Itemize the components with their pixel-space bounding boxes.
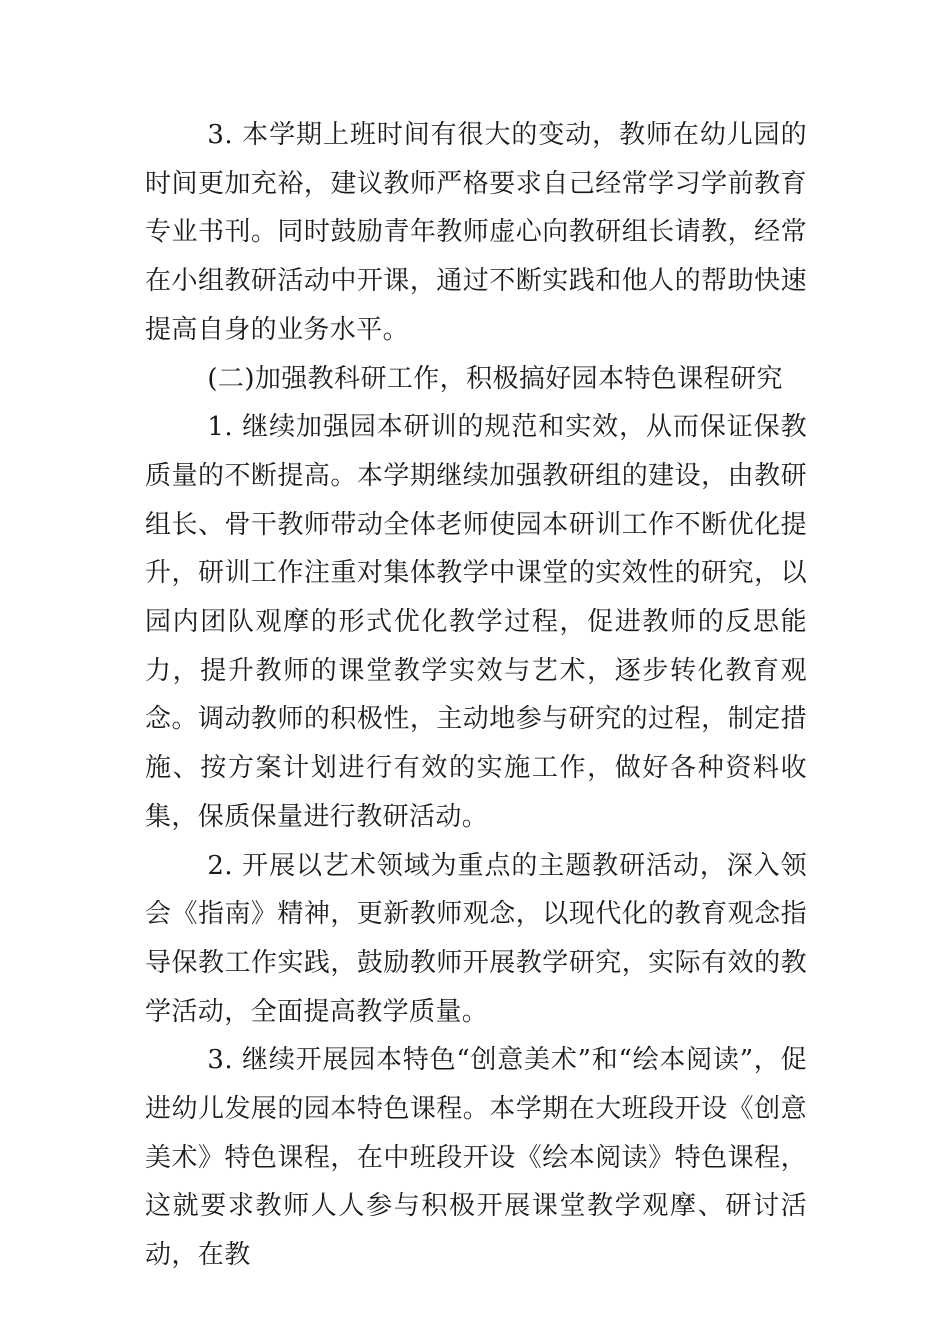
paragraph-feature-curriculum: 3. 继续开展园本特色“创意美术”和“绘本阅读”，促进幼儿发展的园本特色课程。本学期在大班段开设《创意美术》特色课程，在中班段开设《绘本阅读》特色课程，这就要求教师人人参与积极开展课堂教学观摩、研讨活动，在教 [145, 1045, 807, 1271]
document-page [145, 111, 807, 1280]
paragraph-art-activities: 2. 开展以艺术领域为重点的主题教研活动，深入领会《指南》精神，更新教师观念，以现代化的教育观念指导保教工作实践，鼓励教师开展教学研究，实际有效的教学活动，全面提高教学质量。 [145, 850, 807, 1027]
paragraph-research-training: 1. 继续加强园本研训的规范和实效，从而保证保教质量的不断提高。本学期继续加强教研组的建设，由教研组长、骨干教师带动全体老师使园本研训工作不断优化提升，研训工作注重对集体教学中课堂的实效性的研究，以园内团队观摩的形式优化教学过程，促进教师的反思能力，提升教师的课堂教学实效与艺术，逐步转化教育观念。调动教师的积极性，主动地参与研究的过程，制定措施、按方案计划进行有效的实施工作，做好各种资料收集，保质保量进行教研活动。 [145, 412, 807, 832]
section-heading-research: (二)加强教科研工作，积极搞好园本特色课程研究 [207, 363, 783, 394]
paragraph-teacher-study: 3. 本学期上班时间有很大的变动，教师在幼儿园的时间更加充裕，建议教师严格要求自己经常学习学前教育专业书刊。同时鼓励青年教师虚心向教研组长请教，经常在小组教研活动中开课，通过不断实践和他人的帮助快速提高自身的业务水平。 [145, 120, 807, 345]
